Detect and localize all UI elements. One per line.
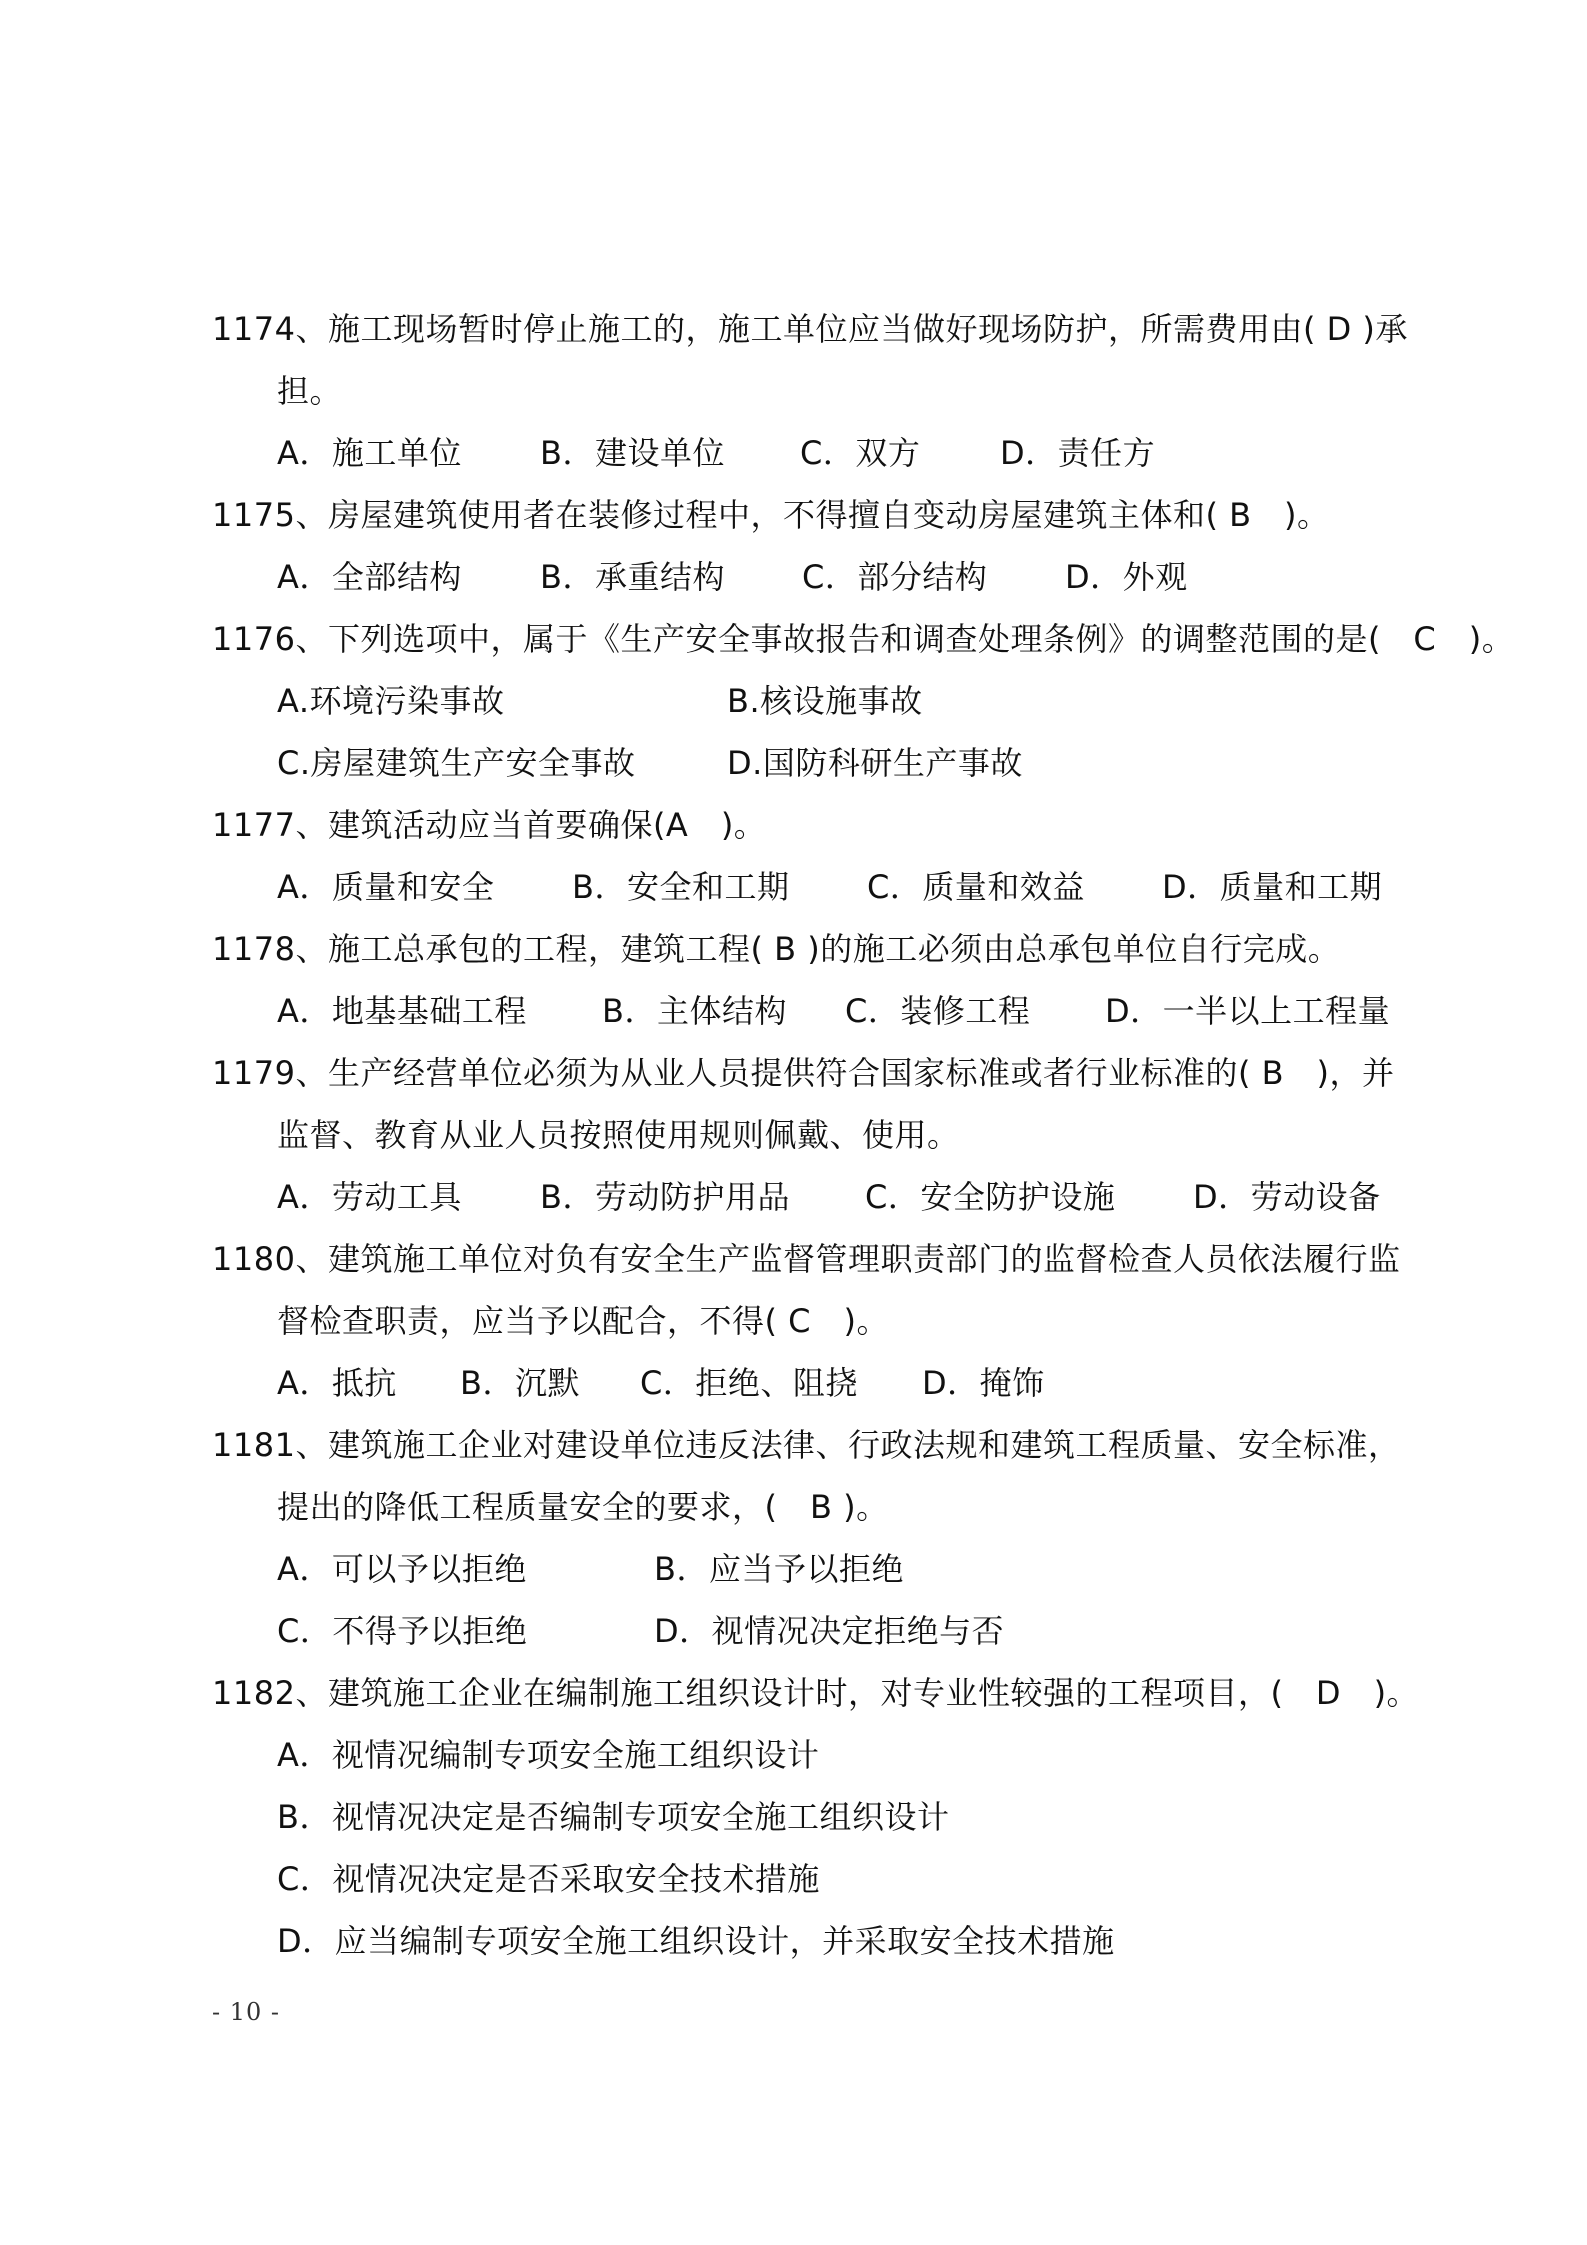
option-d: D．应当编制专项安全施工组织设计，并采取安全技术措施 <box>277 1922 1115 1960</box>
option-d: D．掩饰 <box>922 1364 1045 1402</box>
question-stem-continued: 提出的降低工程质量安全的要求，( B )。 <box>277 1488 889 1526</box>
question-stem-continued: 监督、教育从业人员按照使用规则佩戴、使用。 <box>277 1116 960 1154</box>
option-a: A.环境污染事故 <box>277 682 505 720</box>
question-stem: 1174、施工现场暂时停止施工的，施工单位应当做好现场防护，所需费用由( D )承 <box>212 310 1408 348</box>
question-stem: 1177、建筑活动应当首要确保(A )。 <box>212 806 767 844</box>
option-d: D．视情况决定拒绝与否 <box>654 1612 1005 1650</box>
question-stem-continued: 担。 <box>277 372 343 410</box>
question-stem: 1176、下列选项中，属于《生产安全事故报告和调查处理条例》的调整范围的是( C )。 <box>212 620 1515 658</box>
option-row <box>212 1166 1412 1228</box>
option-d: D.国防科研生产事故 <box>727 744 1023 782</box>
question-stem: 1179、生产经营单位必须为从业人员提供符合国家标准或者行业标准的( B )，并 <box>212 1054 1395 1092</box>
option-b: B．劳动防护用品 <box>540 1178 790 1216</box>
option-a: A．地基基础工程 <box>277 992 527 1030</box>
option-row <box>212 732 1412 794</box>
option-d: D．外观 <box>1065 558 1188 596</box>
option-row <box>212 670 1412 732</box>
option-c: C．安全防护设施 <box>865 1178 1116 1216</box>
question-list <box>212 298 1515 1972</box>
option-row <box>212 546 1412 608</box>
option-c: C．质量和效益 <box>867 868 1085 906</box>
option-row <box>212 980 1412 1042</box>
page-number: - 10 - <box>212 1998 281 2026</box>
option-b: B．主体结构 <box>602 992 787 1030</box>
option-row <box>212 856 1412 918</box>
option-b: B．视情况决定是否编制专项安全施工组织设计 <box>277 1798 950 1836</box>
question-stem: 1181、建筑施工企业对建设单位违反法律、行政法规和建筑工程质量、安全标准， <box>212 1426 1401 1464</box>
option-b: B．建设单位 <box>540 434 725 472</box>
option-row <box>212 1352 1412 1414</box>
option-c: C．视情况决定是否采取安全技术措施 <box>277 1860 820 1898</box>
option-a: A．质量和安全 <box>277 868 495 906</box>
question-stem: 1182、建筑施工企业在编制施工组织设计时，对专业性较强的工程项目，( D )。 <box>212 1674 1420 1712</box>
option-b: B．沉默 <box>460 1364 580 1402</box>
option-c: C.房屋建筑生产安全事故 <box>277 744 636 782</box>
question-stem: 1178、施工总承包的工程，建筑工程( B )的施工必须由总承包单位自行完成。 <box>212 930 1341 968</box>
option-row <box>212 422 1412 484</box>
question-stem: 1175、房屋建筑使用者在装修过程中，不得擅自变动房屋建筑主体和( B )。 <box>212 496 1330 534</box>
option-a: A．视情况编制专项安全施工组织设计 <box>277 1736 820 1774</box>
option-c: C．装修工程 <box>845 992 1031 1030</box>
option-b: B.核设施事故 <box>727 682 923 720</box>
option-b: B．承重结构 <box>540 558 725 596</box>
option-a: A．劳动工具 <box>277 1178 462 1216</box>
option-b: B．应当予以拒绝 <box>654 1550 904 1588</box>
option-a: A．施工单位 <box>277 434 462 472</box>
question-stem-continued: 督检查职责，应当予以配合，不得( C )。 <box>277 1302 889 1340</box>
option-b: B．安全和工期 <box>572 868 790 906</box>
option-c: C．不得予以拒绝 <box>277 1612 528 1650</box>
option-c: C．部分结构 <box>802 558 988 596</box>
option-c: C．拒绝、阻挠 <box>640 1364 858 1402</box>
option-a: A．可以予以拒绝 <box>277 1550 527 1588</box>
option-d: D．一半以上工程量 <box>1105 992 1391 1030</box>
option-row <box>212 1600 1412 1662</box>
option-d: D．质量和工期 <box>1162 868 1383 906</box>
option-d: D．劳动设备 <box>1193 1178 1381 1216</box>
option-row <box>212 1538 1412 1600</box>
option-a: A．全部结构 <box>277 558 462 596</box>
option-c: C．双方 <box>800 434 921 472</box>
question-stem: 1180、建筑施工单位对负有安全生产监督管理职责部门的监督检查人员依法履行监 <box>212 1240 1401 1278</box>
option-d: D．责任方 <box>1000 434 1156 472</box>
option-a: A．抵抗 <box>277 1364 397 1402</box>
